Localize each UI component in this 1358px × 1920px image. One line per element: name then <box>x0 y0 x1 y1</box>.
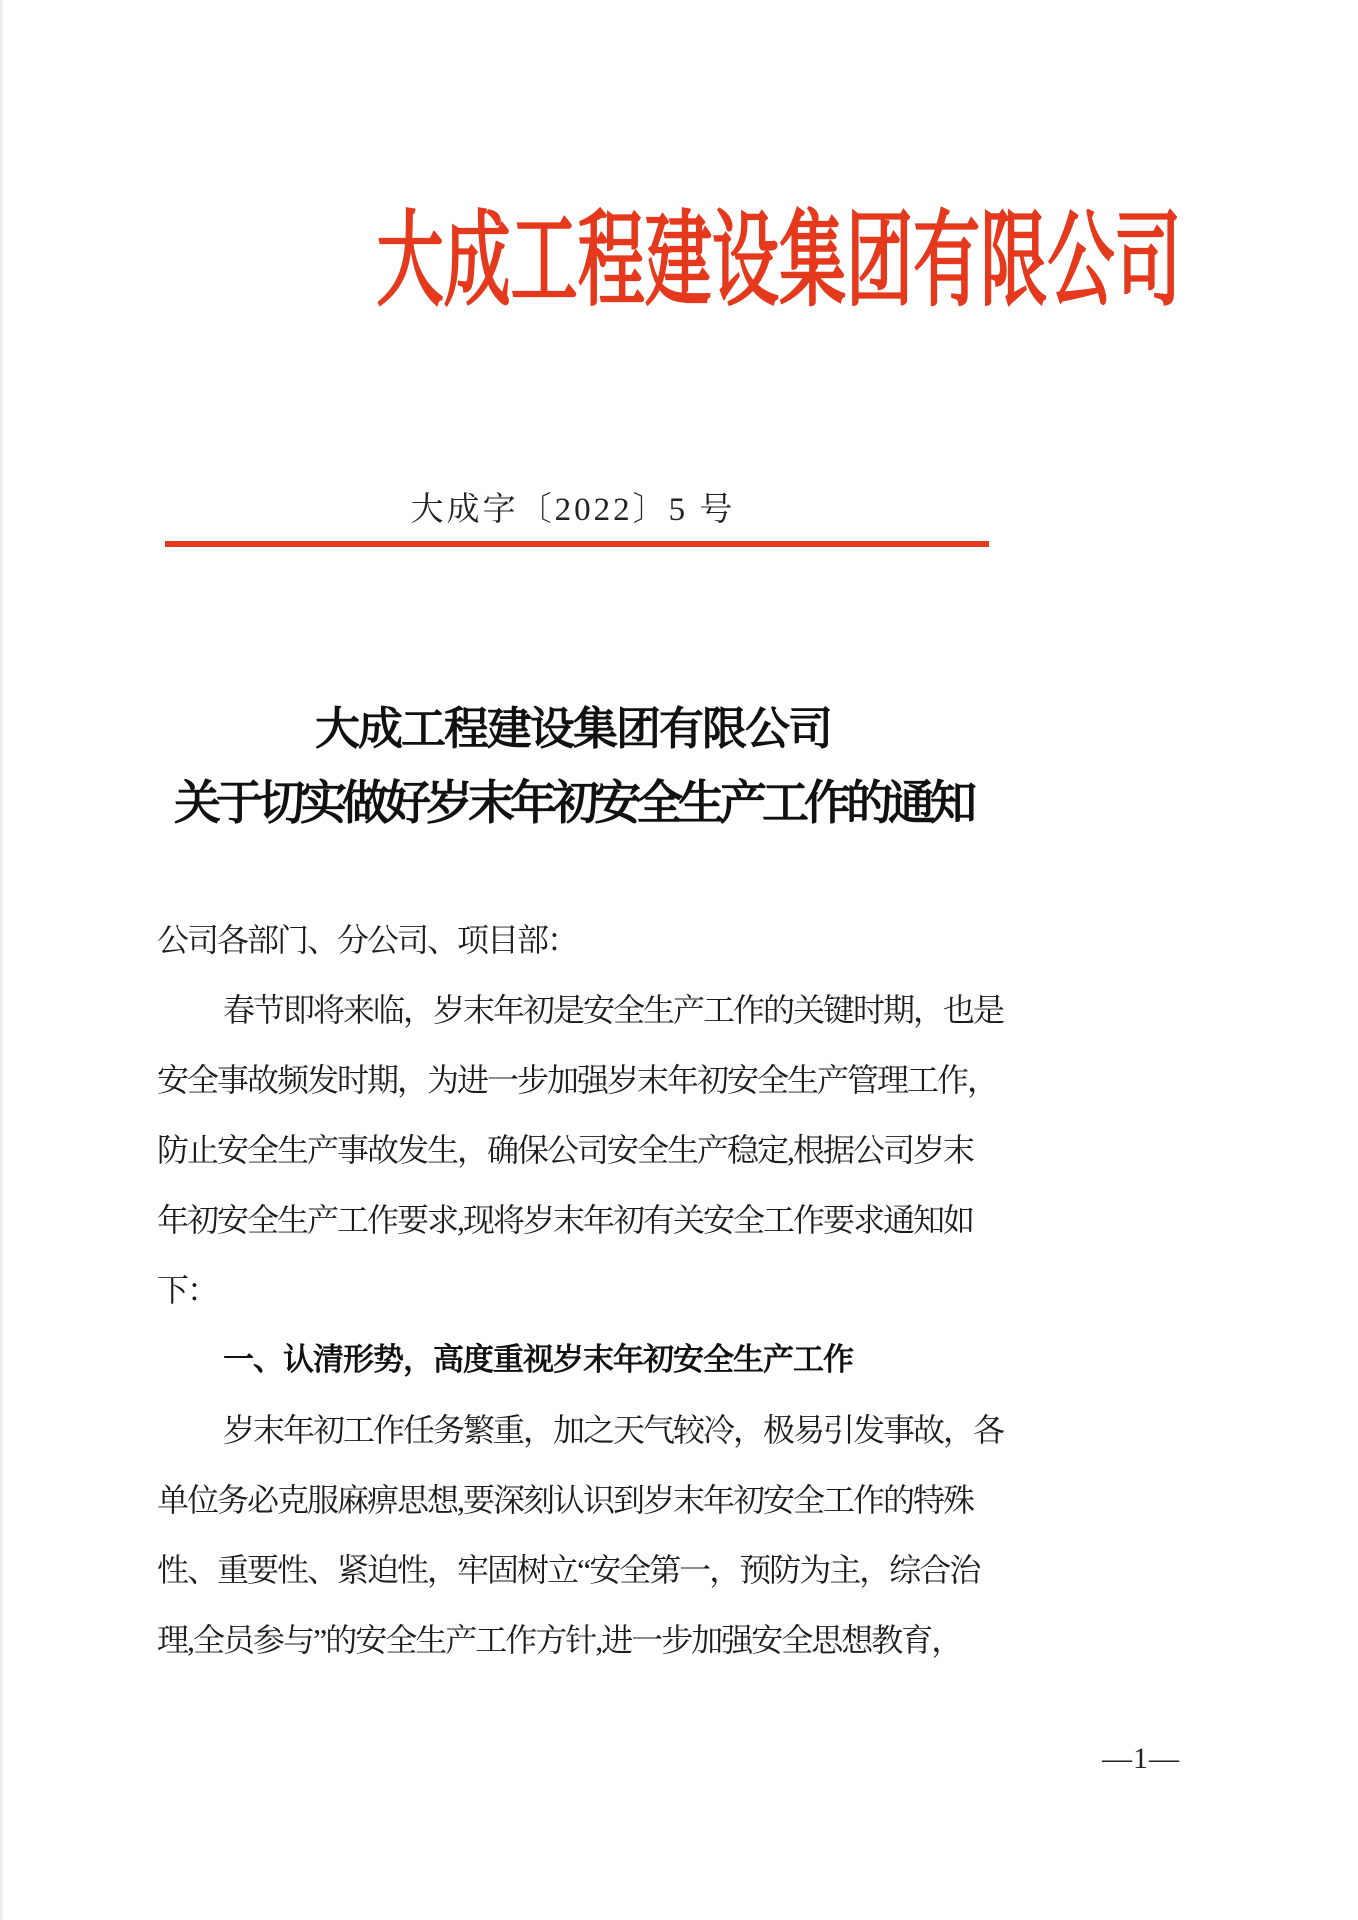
body-line: 年初安全生产工作要求,现将岁末年初有关安全工作要求通知如 <box>157 1202 974 1238</box>
letterhead <box>155 204 1182 319</box>
document-body <box>157 905 1004 1675</box>
body-line: 岁末年初工作任务繁重，加之天气较冷，极易引发事故，各 <box>223 1412 1004 1448</box>
document-title-line2: 关于切实做好岁末年初安全生产工作的通知 <box>174 778 972 830</box>
document-title-line1: 大成工程建设集团有限公司 <box>314 704 831 754</box>
scan-edge-shadow <box>0 0 5 1920</box>
document-number: 大成字〔2022〕5 号 <box>410 492 736 528</box>
body-line: 公司各部门、分公司、项目部： <box>157 922 578 958</box>
body-line: 春节即将来临，岁末年初是安全生产工作的关键时期，也是 <box>223 992 1004 1028</box>
body-line: 性、重要性、紧迫性，牢固树立“安全第一，预防为主，综合治 <box>157 1552 980 1588</box>
body-line: 一、认清形势，高度重视岁末年初安全生产工作 <box>223 1342 853 1377</box>
body-line: 下： <box>157 1272 218 1308</box>
body-line: 单位务必克服麻痹思想,要深刻认识到岁末年初安全工作的特殊 <box>157 1482 974 1518</box>
company-letterhead-title: 大成工程建设集团有限公司 <box>376 204 1182 319</box>
body-line: 防止安全生产事故发生，确保公司安全生产稳定,根据公司岁末 <box>157 1132 974 1168</box>
red-divider-line <box>165 541 989 547</box>
page-number: —1— <box>1102 1742 1180 1775</box>
body-line: 理,全员参与”的安全生产工作方针,进一步加强安全思想教育， <box>157 1622 962 1658</box>
body-line: 安全事故频发时期，为进一步加强岁末年初安全生产管理工作， <box>157 1062 998 1098</box>
